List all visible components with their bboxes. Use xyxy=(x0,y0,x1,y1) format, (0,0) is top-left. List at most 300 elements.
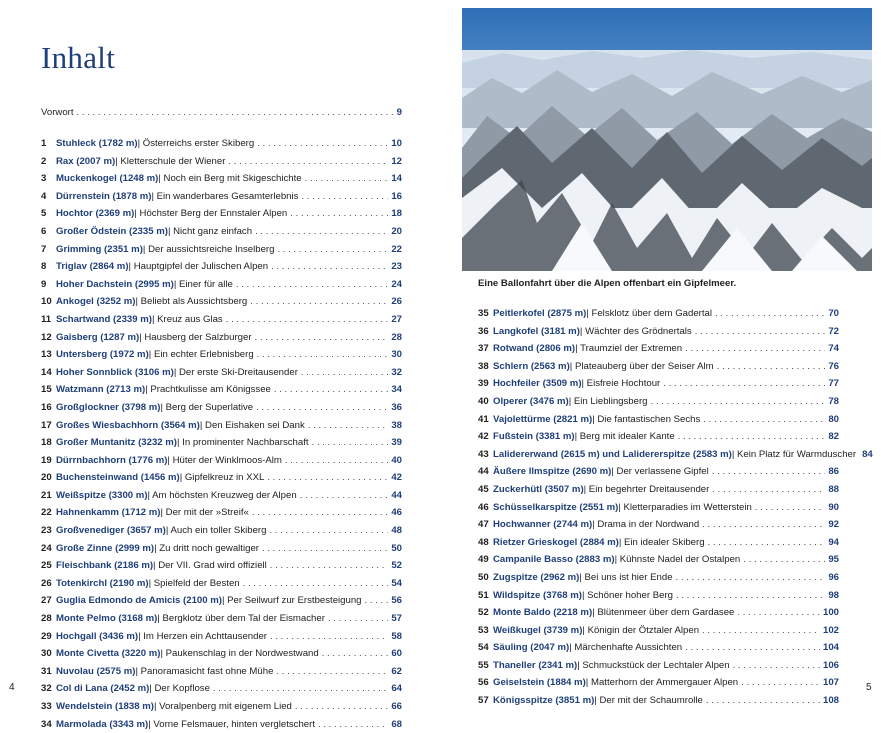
leader-dots xyxy=(276,663,388,681)
mountain-name: Schlern (2563 m) xyxy=(493,360,570,372)
entry-description: | Paukenschlag in der Nordwestwand xyxy=(160,648,319,660)
entry-number: 6 xyxy=(41,225,47,237)
leader-dots xyxy=(706,692,820,710)
leader-dots xyxy=(708,534,826,552)
leader-dots xyxy=(743,551,825,569)
leader-dots xyxy=(262,540,388,558)
entry-page-number: 14 xyxy=(391,173,402,185)
toc-entry xyxy=(41,417,402,435)
toc-entry xyxy=(41,716,402,733)
toc-right-column xyxy=(478,305,873,710)
mountain-name: Rax (2007 m) xyxy=(56,155,116,167)
entry-page-number: 52 xyxy=(391,560,402,572)
entry-page-number: 23 xyxy=(391,261,402,273)
toc-entry xyxy=(41,452,402,470)
toc-entry xyxy=(41,663,402,681)
entry-description: | Der verlassene Gipfel xyxy=(611,466,709,478)
entry-description: | Ein echter Erlebnisberg xyxy=(148,349,254,361)
entry-number: 11 xyxy=(41,313,52,325)
leader-dots xyxy=(226,311,389,329)
mountain-name: Grimming (2351 m) xyxy=(56,243,143,255)
toc-entry xyxy=(478,604,839,622)
entry-page-number: 66 xyxy=(391,701,402,712)
toc-entry xyxy=(41,135,402,153)
leader-dots xyxy=(285,452,388,470)
entry-number: 3 xyxy=(41,173,47,185)
entry-number: 53 xyxy=(478,624,489,636)
toc-entry xyxy=(41,170,402,188)
leader-dots xyxy=(295,698,388,716)
toc-entry xyxy=(41,540,402,558)
toc-entry xyxy=(478,393,839,411)
leader-dots xyxy=(737,604,820,622)
entry-page-number: 44 xyxy=(391,489,402,501)
mountain-name: Dürrnbachhorn (1776 m) xyxy=(56,454,168,466)
toc-entry xyxy=(478,569,839,587)
mountain-name: Col di Lana (2452 m) xyxy=(56,683,150,695)
entry-page-number: 70 xyxy=(828,308,839,319)
entry-number: 24 xyxy=(41,542,52,554)
mountain-name: Gaisberg (1287 m) xyxy=(56,331,140,343)
mountain-name: Thaneller (2341 m) xyxy=(493,659,578,671)
entry-number: 38 xyxy=(478,360,489,372)
entry-number: 20 xyxy=(41,472,52,484)
entry-page-number: 86 xyxy=(828,466,839,478)
mountain-name: Weißspitze (3300 m) xyxy=(56,489,148,501)
entry-number: 51 xyxy=(478,589,489,601)
entry-description: | Kletterschule der Wiener xyxy=(115,155,226,167)
entry-description: | Felsklotz über dem Gadertal xyxy=(586,308,712,319)
entry-description: | Im Herzen ein Achttausender xyxy=(138,630,267,642)
entry-description: | Die fantastischen Sechs xyxy=(592,413,701,425)
leader-dots xyxy=(702,516,825,534)
entry-number: 45 xyxy=(478,483,489,495)
entry-page-number: 48 xyxy=(391,525,402,537)
entry-number: 47 xyxy=(478,519,489,531)
entry-page-number: 42 xyxy=(391,472,402,484)
entry-number: 28 xyxy=(41,613,52,625)
leader-dots xyxy=(312,434,389,452)
entry-description: | Der erste Ski-Dreitausender xyxy=(173,366,298,378)
toc-entry xyxy=(478,516,839,534)
entry-page-number: 54 xyxy=(391,577,402,589)
leader-dots xyxy=(733,657,820,675)
entry-page-number: 102 xyxy=(822,624,839,636)
leader-dots xyxy=(328,610,388,628)
mountain-name: Großer Muntanitz (3232 m) xyxy=(56,437,178,449)
mountain-name: Triglav (2864 m) xyxy=(56,261,129,273)
mountain-name: Stuhleck (1782 m) xyxy=(56,138,138,149)
mountain-name: Ankogel (3252 m) xyxy=(56,296,136,308)
entry-page-number: 94 xyxy=(828,536,839,548)
entry-description: | Berg mit idealer Kante xyxy=(574,431,675,443)
entry-page-number: 62 xyxy=(391,665,402,677)
toc-entry xyxy=(478,639,839,657)
leader-dots xyxy=(676,587,825,605)
mountain-name: Großglockner (3798 m) xyxy=(56,401,161,413)
toc-entry xyxy=(41,610,402,628)
toc-entry xyxy=(478,674,839,692)
entry-description: | Drama in der Nordwand xyxy=(592,519,700,531)
toc-entry xyxy=(41,311,402,329)
entry-number: 9 xyxy=(41,278,47,290)
entry-description: | Höchster Berg der Ennstaler Alpen xyxy=(134,208,288,220)
mountain-name: Rotwand (2806 m) xyxy=(493,343,576,355)
entry-page-number: 38 xyxy=(391,419,402,431)
mountain-name: Hochgall (3436 m) xyxy=(56,630,139,642)
mountain-name: Hahnenkamm (1712 m) xyxy=(56,507,161,519)
toc-entry xyxy=(478,340,839,358)
entry-number: 44 xyxy=(478,466,489,478)
entry-page-number: 28 xyxy=(391,331,402,343)
page-title: Inhalt xyxy=(41,40,116,75)
toc-entry xyxy=(478,622,839,640)
leader-dots xyxy=(702,622,820,640)
toc-entry xyxy=(41,293,402,311)
entry-description: | Berg der Superlative xyxy=(160,401,254,413)
entry-description: | Der mit der »Streif« xyxy=(160,507,249,519)
mountain-name: Totenkirchl (2190 m) xyxy=(56,577,149,589)
mountain-name: Olperer (3476 m) xyxy=(493,395,569,407)
leader-dots xyxy=(256,399,388,417)
leader-dots xyxy=(318,716,388,733)
mountain-name: Peitlerkofel (2875 m) xyxy=(493,308,587,319)
entry-description: | Blütenmeer über dem Gardasee xyxy=(592,607,735,619)
entry-number: 31 xyxy=(41,665,52,677)
entry-number: 32 xyxy=(41,683,52,695)
entry-description: | Kein Platz für Warmduscher xyxy=(731,448,857,460)
leader-dots xyxy=(290,205,388,223)
leader-dots xyxy=(322,645,389,663)
entry-page-number: 40 xyxy=(391,454,402,466)
toc-entry xyxy=(478,692,839,710)
entry-page-number: 27 xyxy=(391,313,402,325)
entry-page-number: 34 xyxy=(391,384,402,396)
leader-dots xyxy=(651,393,826,411)
page-number-right: 5 xyxy=(866,682,872,693)
toc-entry xyxy=(41,469,402,487)
mountain-name: Großvenediger (3657 m) xyxy=(56,525,166,537)
entry-number: 50 xyxy=(478,571,489,583)
entry-description: | Der mit der Schaumrolle xyxy=(594,695,703,707)
mountain-name: Muckenkogel (1248 m) xyxy=(56,173,159,185)
entry-description: | Panoramasicht fast ohne Mühe xyxy=(135,665,274,677)
mountain-name: Nuvolau (2575 m) xyxy=(56,665,136,677)
mountain-name: Hochfeiler (3509 m) xyxy=(493,378,582,390)
leader-dots xyxy=(712,481,825,499)
entry-number: 8 xyxy=(41,261,47,273)
entry-description: | Ein idealer Skiberg xyxy=(618,536,705,548)
entry-description: | Bergklotz über dem Tal der Eismacher xyxy=(157,613,325,625)
entry-page-number: 12 xyxy=(391,155,402,167)
toc-entry xyxy=(41,522,402,540)
leader-dots xyxy=(270,557,389,575)
entry-description: | Bei uns ist hier Ende xyxy=(579,571,673,583)
entry-page-number: 18 xyxy=(391,208,402,220)
entry-page-number: 98 xyxy=(828,589,839,601)
entry-page-number: 77 xyxy=(828,378,839,390)
mountain-name: Buchensteinwand (1456 m) xyxy=(56,472,180,484)
leader-dots xyxy=(305,170,389,188)
toc-entry xyxy=(41,276,402,294)
mountain-name: Säuling (2047 m) xyxy=(493,642,570,654)
entry-page-number: 46 xyxy=(391,507,402,519)
entry-page-number: 60 xyxy=(391,648,402,660)
entry-page-number: 106 xyxy=(822,659,839,671)
toc-entry xyxy=(478,551,839,569)
entry-description: | Schöner hoher Berg xyxy=(581,589,673,601)
entry-number: 23 xyxy=(41,525,52,537)
entry-page-number: 64 xyxy=(391,683,402,695)
mountain-name: Hochtor (2369 m) xyxy=(56,208,135,220)
toc-entry xyxy=(41,153,402,171)
entry-page-number: 24 xyxy=(391,278,402,290)
entry-number: 4 xyxy=(41,190,47,202)
entry-description: | Der VII. Grad wird offiziell xyxy=(153,560,267,572)
alpine-panorama-photo xyxy=(462,8,872,271)
leader-dots xyxy=(685,340,825,358)
mountain-name: Fußstein (3381 m) xyxy=(493,431,575,443)
leader-dots xyxy=(715,305,825,323)
entry-page-number: 50 xyxy=(391,542,402,554)
leader-dots xyxy=(213,680,388,698)
entry-description: | Königin der Ötztaler Alpen xyxy=(582,624,700,636)
leader-dots xyxy=(741,674,820,692)
leader-dots xyxy=(277,241,388,259)
entry-page-number: 26 xyxy=(391,296,402,308)
leader-dots xyxy=(236,276,388,294)
toc-entry xyxy=(478,481,839,499)
mountain-name: Geiselstein (1884 m) xyxy=(493,677,586,689)
mountain-name: Hochwanner (2744 m) xyxy=(493,519,593,531)
entry-description: | Ein wanderbares Gesamterlebnis xyxy=(151,190,299,202)
toc-entry xyxy=(41,487,402,505)
entry-description: | Spielfeld der Besten xyxy=(148,577,240,589)
toc-entry xyxy=(478,499,839,517)
entry-number: 26 xyxy=(41,577,52,589)
entry-description: | Prachtkulisse am Königssee xyxy=(145,384,271,396)
mountain-name: Langkofel (3181 m) xyxy=(493,325,580,337)
entry-number: 35 xyxy=(478,308,489,319)
leader-dots xyxy=(257,346,389,364)
toc-entry xyxy=(478,358,839,376)
toc-entry xyxy=(478,305,839,323)
entry-number: 17 xyxy=(41,419,52,431)
mountain-name: Großes Wiesbachhorn (3564 m) xyxy=(56,419,200,431)
foreword-page: 9 xyxy=(396,107,402,118)
toc-entry xyxy=(41,364,402,382)
mountain-name: Hoher Sonnblick (3106 m) xyxy=(56,366,174,378)
mountain-name: Fleischbank (2186 m) xyxy=(56,560,154,572)
leader-dots xyxy=(365,592,389,610)
entry-number: 30 xyxy=(41,648,52,660)
leader-dots xyxy=(255,329,389,347)
toc-entry xyxy=(41,205,402,223)
leader-dots xyxy=(228,153,388,171)
leader-dots xyxy=(250,293,388,311)
entry-page-number: 96 xyxy=(828,571,839,583)
entry-page-number: 39 xyxy=(391,437,402,449)
entry-number: 54 xyxy=(478,642,489,654)
entry-number: 52 xyxy=(478,607,489,619)
entry-description: | Auch ein toller Skiberg xyxy=(165,525,267,537)
toc-entry xyxy=(41,346,402,364)
page-number-left: 4 xyxy=(9,682,15,693)
entry-number: 39 xyxy=(478,378,489,390)
toc-entry xyxy=(41,381,402,399)
leader-dots xyxy=(255,223,388,241)
entry-description: | In prominenter Nachbarschaft xyxy=(177,437,309,449)
entry-page-number: 10 xyxy=(391,138,402,149)
leader-dots xyxy=(695,323,826,341)
entry-number: 18 xyxy=(41,437,52,449)
mountain-name: Zugspitze (2962 m) xyxy=(493,571,580,583)
entry-number: 48 xyxy=(478,536,489,548)
entry-number: 55 xyxy=(478,659,489,671)
entry-description: | Schmuckstück der Lechtaler Alpen xyxy=(577,659,730,671)
entry-page-number: 68 xyxy=(391,718,402,730)
toc-entry xyxy=(478,323,839,341)
leader-dots xyxy=(308,417,389,435)
toc-entry xyxy=(41,399,402,417)
entry-description: | Ein Lieblingsberg xyxy=(568,395,648,407)
mountain-name: Guglia Edmondo de Amicis (2100 m) xyxy=(56,595,222,607)
leader-dots xyxy=(270,628,388,646)
entry-number: 33 xyxy=(41,701,52,712)
entry-number: 15 xyxy=(41,384,52,396)
mountain-name: Campanile Basso (2883 m) xyxy=(493,554,615,566)
toc-entry xyxy=(41,645,402,663)
photo-caption: Eine Ballonfahrt über die Alpen offenbart ein Gipfelmeer. xyxy=(478,278,737,289)
toc-entry xyxy=(41,592,402,610)
toc-entry xyxy=(41,241,402,259)
toc-entry xyxy=(41,329,402,347)
entry-number: 10 xyxy=(41,296,52,308)
toc-entry xyxy=(478,411,839,429)
entry-number: 42 xyxy=(478,431,489,443)
leader-dots xyxy=(300,487,389,505)
mountain-name: Monte Civetta (3220 m) xyxy=(56,648,161,660)
entry-description: | Der aussichtsreiche Inselberg xyxy=(142,243,275,255)
mountain-name: Äußere Ilmspitze (2690 m) xyxy=(493,466,612,478)
entry-page-number: 88 xyxy=(828,483,839,495)
entry-description: | Kletterparadies im Wetterstein xyxy=(618,501,752,513)
entry-page-number: 95 xyxy=(828,554,839,566)
leader-dots xyxy=(703,411,825,429)
entry-number: 2 xyxy=(41,155,47,167)
entry-description: | Beliebt als Aussichtsberg xyxy=(135,296,248,308)
leader-dots xyxy=(663,375,825,393)
entry-number: 5 xyxy=(41,208,47,220)
toc-entry xyxy=(41,557,402,575)
entry-page-number: 107 xyxy=(822,677,839,689)
entry-number: 27 xyxy=(41,595,52,607)
leader-dots xyxy=(257,135,388,153)
entry-number: 7 xyxy=(41,243,47,255)
leader-dots xyxy=(678,428,826,446)
entry-page-number: 82 xyxy=(828,431,839,443)
entry-description: | Einer für alle xyxy=(173,278,233,290)
entry-description: | Traumziel der Extremen xyxy=(575,343,683,355)
toc-entry xyxy=(478,657,839,675)
entry-number: 56 xyxy=(478,677,489,689)
entry-page-number: 57 xyxy=(391,613,402,625)
entry-description: | Voralpenberg mit eigenem Lied xyxy=(153,701,292,712)
entry-number: 29 xyxy=(41,630,52,642)
entry-page-number: 74 xyxy=(828,343,839,355)
entry-number: 21 xyxy=(41,489,52,501)
entry-page-number: 108 xyxy=(822,695,839,707)
entry-number: 13 xyxy=(41,349,52,361)
entry-page-number: 78 xyxy=(828,395,839,407)
entry-description: | Gipfelkreuz in XXL xyxy=(179,472,265,484)
toc-entry xyxy=(478,587,839,605)
entry-number: 46 xyxy=(478,501,489,513)
toc-entry xyxy=(41,188,402,206)
leader-dots xyxy=(252,504,388,522)
leader-dots xyxy=(301,364,388,382)
toc-entry xyxy=(41,698,402,716)
entry-description: | Matterhorn der Ammergauer Alpen xyxy=(585,677,739,689)
entry-description: | Österreichs erster Skiberg xyxy=(137,138,255,149)
entry-number: 1 xyxy=(41,138,47,149)
entry-page-number: 84 xyxy=(862,448,873,460)
mountain-name: Untersberg (1972 m) xyxy=(56,349,149,361)
entry-page-number: 104 xyxy=(822,642,839,654)
entry-description: | Ein begehrter Dreitausender xyxy=(583,483,710,495)
leader-dots xyxy=(301,188,388,206)
entry-description: | Am höchsten Kreuzweg der Alpen xyxy=(147,489,297,501)
toc-entry xyxy=(41,434,402,452)
mountain-name: Lalidererwand (2615 m) und Lalidererspitze (2583 m) xyxy=(493,448,732,460)
mountain-name: Große Zinne (2999 m) xyxy=(56,542,155,554)
entry-description: | Hauptgipfel der Julischen Alpen xyxy=(128,261,269,273)
leader-dots xyxy=(712,463,826,481)
entry-description: | Märchenhafte Aussichten xyxy=(569,642,683,654)
foreword-label: Vorwort xyxy=(41,107,74,118)
entry-page-number: 80 xyxy=(828,413,839,425)
entry-description: | Der Kopflose xyxy=(149,683,210,695)
leader-dots xyxy=(267,469,388,487)
toc-entry xyxy=(478,463,839,481)
entry-description: | Wächter des Grödnertals xyxy=(579,325,692,337)
entry-description: | Vorne Felsmauer, hinten vergletschert xyxy=(148,718,315,730)
toc-entry xyxy=(41,258,402,276)
leader-dots xyxy=(717,358,826,376)
entry-description: | Nicht ganz einfach xyxy=(167,225,253,237)
mountain-name: Schüsselkarspitze (2551 m) xyxy=(493,501,619,513)
entry-description: | Den Eishaken sei Dank xyxy=(199,419,305,431)
entry-number: 43 xyxy=(478,448,489,460)
leader-dots xyxy=(269,522,388,540)
entry-description: | Noch ein Berg mit Skigeschichte xyxy=(158,173,302,185)
entry-page-number: 90 xyxy=(828,501,839,513)
entry-page-number: 16 xyxy=(391,190,402,202)
entry-description: | Hausberg der Salzburger xyxy=(139,331,252,343)
mountain-name: Hoher Dachstein (2995 m) xyxy=(56,278,174,290)
entry-number: 16 xyxy=(41,401,52,413)
mountain-name: Königsspitze (3851 m) xyxy=(493,695,595,707)
entry-number: 22 xyxy=(41,507,52,519)
leader-dots xyxy=(243,575,389,593)
toc-entry xyxy=(41,680,402,698)
entry-description: | Per Seilwurf zur Erstbesteigung xyxy=(221,595,362,607)
entry-number: 12 xyxy=(41,331,52,343)
entry-number: 34 xyxy=(41,718,52,730)
toc-entry xyxy=(478,446,873,464)
entry-description: | Hüter der Winklmoos-Alm xyxy=(167,454,282,466)
leader-dots xyxy=(274,381,388,399)
